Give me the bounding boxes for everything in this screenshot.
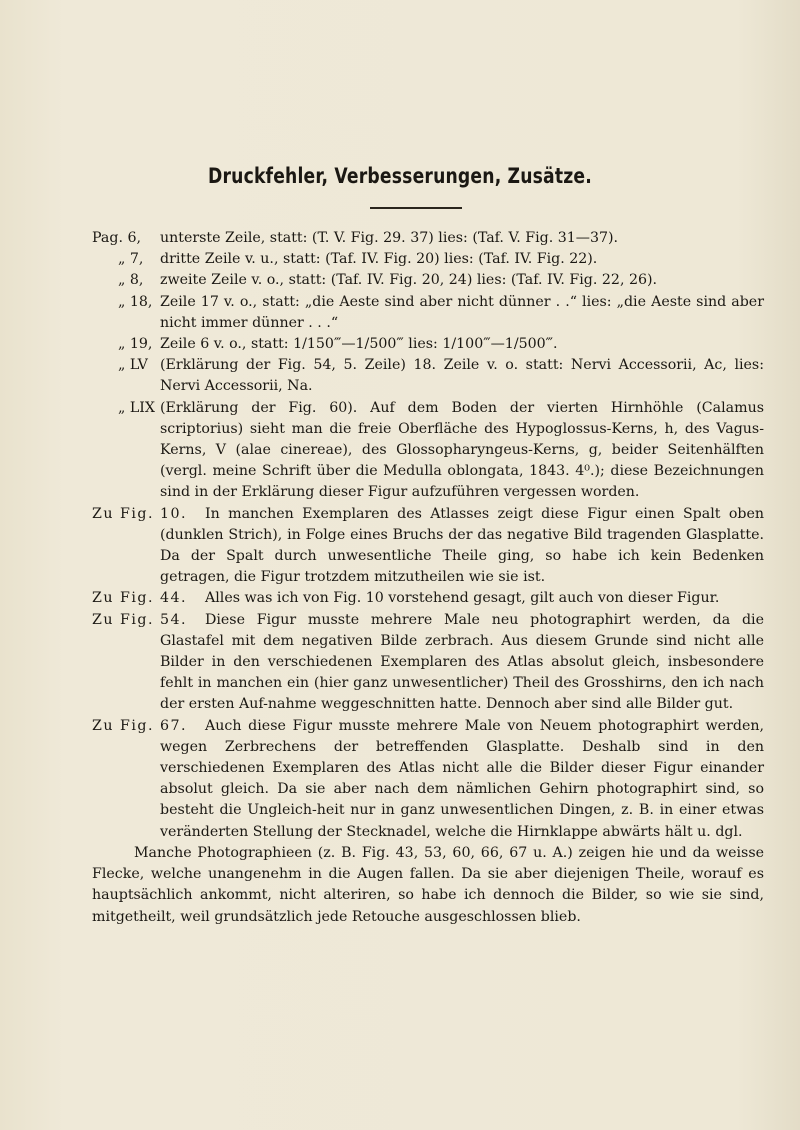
errata-entry (0, 610, 800, 716)
errata-entry (0, 716, 800, 928)
page-title: Druckfehler, Verbesserungen, Zusätze. (208, 164, 592, 188)
entry-text: (Erklärung der Fig. 54, 5. Zeile) 18. Zeile v. o. statt: Nervi Accessorii, Ac, lies: Nervi Accessorii, Na. (160, 357, 764, 395)
entry-text: zweite Zeile v. o., statt: (Taf. IV. Fig. 20, 24) lies: (Taf. IV. Fig. 22, 26). (160, 272, 658, 289)
entry-text: dritte Zeile v. u., statt: (Taf. IV. Fig. 20) lies: (Taf. IV. Fig. 22). (160, 251, 598, 268)
errata-entry (0, 334, 800, 355)
errata-entry (0, 270, 800, 291)
entry-ref: „ LV (118, 357, 148, 374)
title-rule (370, 207, 462, 209)
errata-entry (0, 249, 800, 270)
entry-ref: „ LIX (118, 399, 155, 416)
errata-entry (0, 228, 800, 249)
errata-list (0, 228, 800, 928)
errata-entry (0, 292, 800, 334)
entry-ref: Zu Fig. 54. (92, 611, 188, 628)
entry-text: Diese Figur musste mehrere Male neu photographirt werden, da die Glastafel mit dem negativen Bilde zerbrach. Aus diesem Grunde sind nicht alle Bilder in den verschiedenen Exemplaren des Atlas absolut gleich, insbesondere fehlt in manchen ein (hier ganz unwesentlicher) Theil des Grosshirns, den ich nach der ersten Auf-nahme weggeschnitten hatte. Dennoch aber sind alle Bilder gut. (160, 611, 764, 713)
entry-text: Alles was ich von Fig. 10 vorstehend gesagt, gilt auch von dieser Figur. (205, 590, 720, 607)
entry-ref: Zu Fig. 10. (92, 505, 188, 522)
entry-ref: Pag. 6, (92, 230, 142, 246)
entry-text: Zeile 17 v. o., statt: „die Aeste sind aber nicht dünner . .“ lies: „die Aeste sind aber nicht immer dünner . . .“ (160, 293, 764, 331)
entry-ref: „ 8, (118, 272, 144, 289)
entry-text: unterste Zeile, statt: (T. V. Fig. 29. 37) lies: (Taf. V. Fig. 31—37). (160, 230, 619, 246)
entry-text: Auch diese Figur musste mehrere Male von Neuem photographirt werden, wegen Zerbrechens der betreffenden Glasplatte. Deshalb sind in den verschiedenen Exemplaren des Atlas nicht alle die Bilder dieser Figur einander absolut gleich. Da sie aber nach dem nämlichen Gehirn photographirt sind, so besteht die Ungleich-heit nur in ganz unwesentlichen Dingen, z. B. in einer etwas veränderten Stellung der Stecknadel, welche die Hirnklappe abwärts hält u. dgl. (160, 717, 764, 840)
errata-entry (0, 504, 800, 589)
entry-text: Zeile 6 v. o., statt: 1/150‴—1/500‴ lies: 1/100‴—1/500‴. (160, 336, 558, 353)
errata-entry (0, 355, 800, 397)
entry-ref: Zu Fig. 67. (92, 717, 188, 734)
entry-ref: „ 19, (118, 336, 153, 353)
errata-entry (0, 588, 800, 609)
entry-text: In manchen Exemplaren des Atlasses zeigt diese Figur einen Spalt oben (dunklen Strich), in Folge eines Bruchs der das negative Bild tragenden Glasplatte. Da der Spalt durch unwesentliche Theile ging, so habe ich kein Bedenken getragen, die Figur trotzdem mitzutheilen wie sie ist. (160, 505, 764, 586)
entry-ref: Zu Fig. 44. (92, 590, 188, 607)
entry-text: (Erklärung der Fig. 60). Auf dem Boden der vierten Hirnhöhle (Calamus scriptorius) sieht man die freie Oberfläche des Hypoglossus-Kerns, h, des Vagus-Kerns, V (alae cinereae), des Glossopharyngeus-Kerns, g, beider Seitenhälften (vergl. meine Schrift über die Medulla oblongata, 1843. 4⁰.); diese Bezeichnungen sind in der Erklärung dieser Figur aufzuführen vergessen worden. (160, 399, 764, 501)
entry-ref: „ 18, (118, 293, 153, 310)
entry-paragraph: Manche Photographieen (z. B. Fig. 43, 53, 60, 66, 67 u. A.) zeigen hie und da weisse Flecke, welche unangenehm in die Augen fallen. Da sie aber diejenigen Theile, worauf es hauptsächlich ankommt, nicht alteriren, so habe ich dennoch die Bilder, so wie sie sind, mitgetheilt, weil grundsätzlich jede Retouche ausgeschlossen blieb. (92, 844, 764, 925)
errata-entry (0, 398, 800, 504)
entry-ref: „ 7, (118, 251, 144, 268)
